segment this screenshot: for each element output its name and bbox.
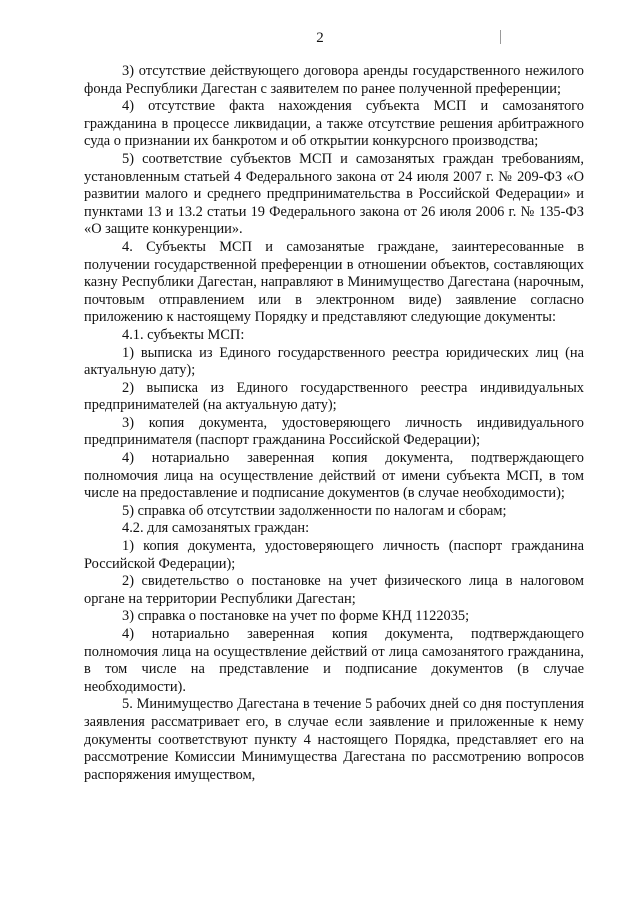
paragraph-item-3: 3) отсутствие действующего договора аренды государственного нежилого фонда Республики Дагестан с заявителем по ранее полученной преференции; — [84, 63, 584, 97]
page-number: 2 — [316, 30, 324, 46]
paragraph-item-4: 4) отсутствие факта нахождения субъекта МСП и самозанятого гражданина в процессе ликвидации, а также отсутствие решения арбитражного суда о признании их банкротом и об открытии конкурсного производства; — [84, 98, 584, 150]
list-item-4-2-2: 2) свидетельство о постановке на учет физического лица в налоговом органе на территории Республики Дагестан; — [84, 573, 584, 607]
subsection-heading-4-2: 4.2. для самозанятых граждан: — [122, 520, 310, 537]
paragraph-section-5: 5. Минимущество Дагестана в течение 5 рабочих дней со дня поступления заявления рассматривает его, в случае если заявление и приложенные к нему документы соответствуют пункту 4 настоящего Порядка, представляет его на рассмотрение Комиссии Минимущества Дагестана по рассмотрению вопросов распоряжения имуществом, — [84, 696, 584, 783]
list-item-4-2-1: 1) копия документа, удостоверяющего личность (паспорт гражданина Российской Федерации); — [84, 538, 584, 572]
list-item-4-1-5: 5) справка об отсутствии задолженности по налогам и сборам; — [122, 502, 507, 519]
list-item-4-1-4: 4) нотариально заверенная копия документа, подтверждающего полномочия лица на осуществление действий от имени субъекта МСП, в том числе на предоставление и подписание документов (в случае необходимости); — [84, 450, 584, 502]
paragraph-item-5: 5) соответствие субъектов МСП и самозанятых граждан требованиям, установленным статьей 4 Федерального закона от 24 июля 2007 г. № 209-ФЗ «О развитии малого и среднего предпринимательства в Российской Федерации» и пунктами 13 и 13.2 статьи 19 Федерального закона от 26 июля 2006 г. № 135-ФЗ «О защите конкуренции». — [84, 150, 584, 238]
document-body — [84, 63, 584, 784]
scan-artifact-line — [500, 30, 501, 44]
list-item-4-2-4: 4) нотариально заверенная копия документа, подтверждающего полномочия лица на осуществление действий от лица самозанятого гражданина, в том числе на представление и подписание документов (в случае необходимости). — [84, 626, 584, 695]
paragraph-section-4: 4. Субъекты МСП и самозанятые граждане, заинтересованные в получении государственной преференции в отношении объектов, составляющих казну Республики Дагестан, направляют в Минимущество Дагестана (нарочным, почтовым отправлением или в электронном виде) заявление согласно приложению к настоящему Порядку и представляют следующие документы: — [84, 238, 584, 326]
list-item-4-2-3: 3) справка о постановке на учет по форме КНД 1122035; — [122, 608, 470, 625]
subsection-heading-4-1: 4.1. субъекты МСП: — [122, 326, 245, 343]
list-item-4-1-2: 2) выписка из Единого государственного реестра индивидуальных предпринимателей (на актуальную дату); — [84, 379, 584, 414]
list-item-4-1-3: 3) копия документа, удостоверяющего личность индивидуального предпринимателя (паспорт гражданина Российской Федерации); — [84, 414, 584, 449]
list-item-4-1-1: 1) выписка из Единого государственного реестра юридических лиц (на актуальную дату); — [84, 344, 584, 379]
